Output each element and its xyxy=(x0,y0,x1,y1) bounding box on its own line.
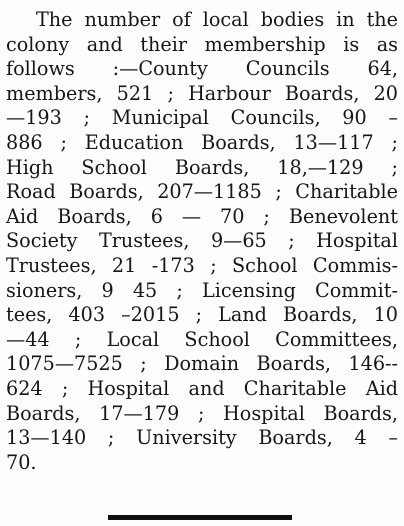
article-line: 886 ; Education Boards, 13—117 ; xyxy=(6,130,398,154)
article-line: members, 521 ; Harbour Boards, 20 xyxy=(6,81,398,105)
article-line: follows :—County Councils 64, xyxy=(6,57,398,81)
article-line: Road Boards, 207—1185 ; Charitable xyxy=(6,180,398,204)
article-line: 70. xyxy=(6,450,37,474)
article-line: Aid Boards, 6 — 70 ; Benevolent xyxy=(6,204,398,228)
article-line: 1075—7525 ; Domain Boards, 146-- xyxy=(6,352,398,376)
article-line: The number of local bodies in the xyxy=(36,8,398,31)
article-line: High School Boards, 18,—129 ; xyxy=(6,155,398,179)
article-line: —193 ; Municipal Councils, 90 – xyxy=(6,106,398,130)
article-text xyxy=(6,8,398,475)
article-line: Boards, 17—179 ; Hospital Boards, xyxy=(6,401,398,425)
article-line: Trustees, 21 -173 ; School Commis- xyxy=(6,253,398,277)
section-divider-rule xyxy=(108,515,292,520)
article-line: tees, 403 –2015 ; Land Boards, 10 xyxy=(6,303,398,327)
article-line: 624 ; Hospital and Charitable Aid xyxy=(6,376,398,400)
article-line: colony and their membership is as xyxy=(6,32,398,56)
article-line: —44 ; Local School Committees, xyxy=(6,327,398,351)
article-line: Society Trustees, 9—65 ; Hospital xyxy=(6,229,398,253)
article-line: 13—140 ; University Boards, 4 – xyxy=(6,426,398,450)
article-line: sioners, 9 45 ; Licensing Commit- xyxy=(6,278,398,302)
